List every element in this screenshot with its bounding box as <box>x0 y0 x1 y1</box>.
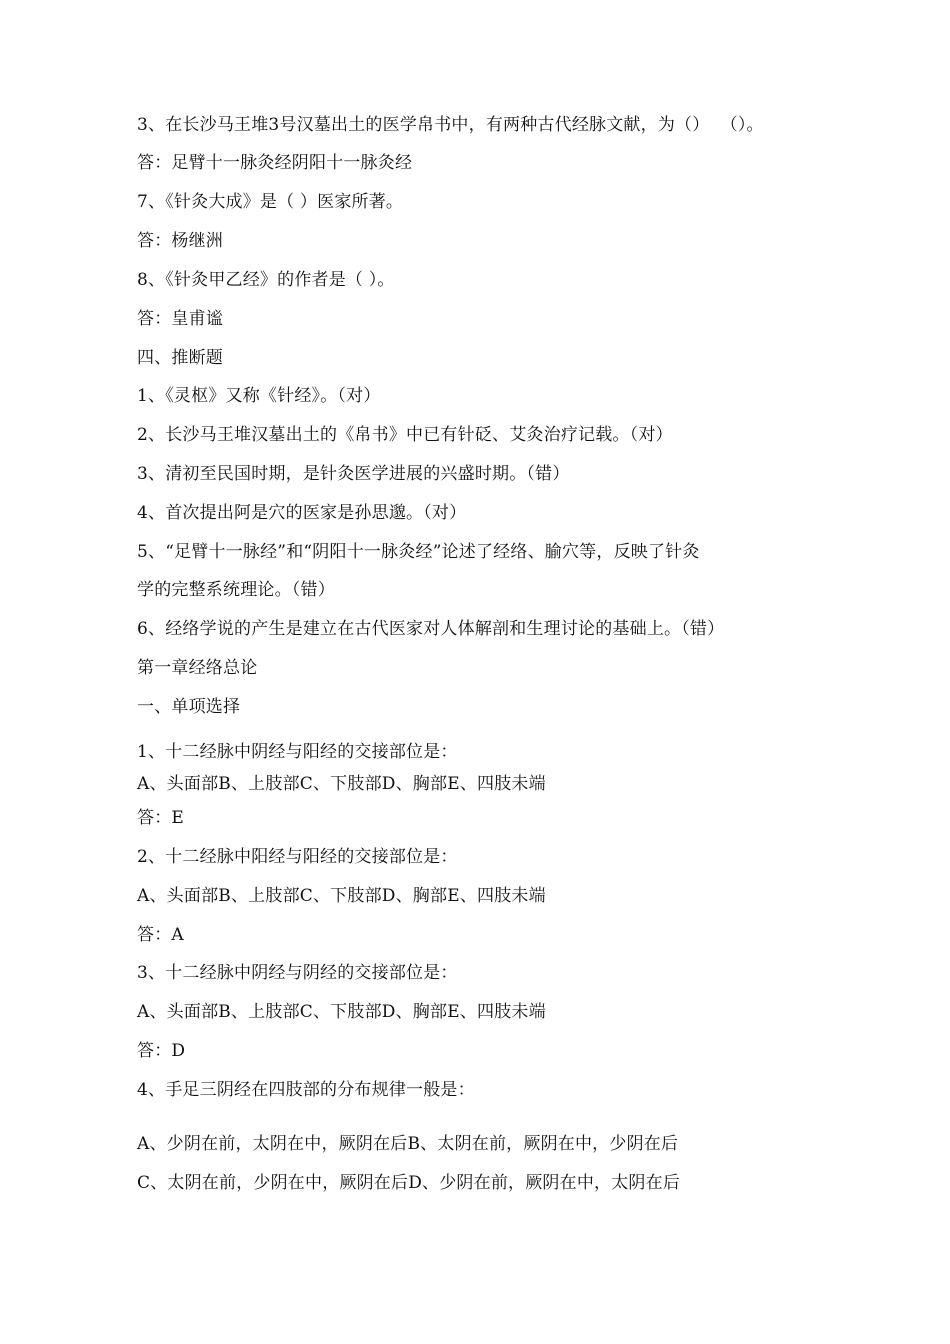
judgment-6-text: 6、经络学说的产生是建立在古代医家对人体解剖和生理讨论的基础上。（错） <box>137 619 725 639</box>
choice-1-options: A、头面部B、上肢部C、下肢部D、胸部E、四肢未端 <box>137 774 546 794</box>
choice-2-question: 2、十二经脉中阳经与阳经的交接部位是： <box>137 847 458 867</box>
judgment-4-text: 4、首次提出阿是穴的医家是孙思邈。（对） <box>137 503 467 523</box>
question-3-text: 3、在长沙马王堆3号汉墓出土的医学帛书中，有两种古代经脉文献，为（） （）。 <box>137 115 764 135</box>
judgment-5-text: 5、“足臂十一脉经”和“阴阳十一脉灸经”论述了经络、腧穴等，反映了针灸 <box>137 542 700 562</box>
answer-8-text: 答：皇甫谧 <box>137 309 223 329</box>
judgment-5-continuation: 学的完整系统理论。（错） <box>137 580 335 600</box>
judgment-1-text: 1、《灵枢》又称《针经》。（对） <box>137 386 381 406</box>
choice-2-answer: 答：A <box>137 925 184 945</box>
judgment-3-text: 3、清初至民国时期，是针灸医学进展的兴盛时期。（错） <box>137 464 570 484</box>
question-8-text: 8、《针灸甲乙经》的作者是（ ）。 <box>137 270 395 290</box>
choice-3-answer: 答：D <box>137 1041 186 1061</box>
choice-3-options: A、头面部B、上肢部C、下肢部D、胸部E、四肢未端 <box>137 1002 546 1022</box>
question-7-text: 7、《针灸大成》是（ ）医家所著。 <box>137 192 404 212</box>
choice-2-options: A、头面部B、上肢部C、下肢部D、胸部E、四肢未端 <box>137 886 546 906</box>
choice-1-answer: 答：E <box>137 808 185 828</box>
answer-3-text: 答：足臂十一脉灸经阴阳十一脉灸经 <box>137 153 413 173</box>
choice-4-options-ab: A、少阴在前，太阴在中，厥阴在后B、太阴在前，厥阴在中，少阴在后 <box>137 1134 679 1154</box>
choice-4-options-cd: C、太阴在前，少阴在中，厥阴在后D、少阴在前，厥阴在中，太阴在后 <box>137 1173 681 1193</box>
judgment-2-text: 2、长沙马王堆汉墓出土的《帛书》中已有针砭、艾灸治疗记载。（对） <box>137 425 673 445</box>
section-heading-judgment: 四、推断题 <box>137 348 223 368</box>
answer-7-text: 答：杨继洲 <box>137 231 223 251</box>
choice-1-question: 1、十二经脉中阴经与阳经的交接部位是： <box>137 742 458 762</box>
choice-3-question: 3、十二经脉中阴经与阴经的交接部位是： <box>137 963 458 983</box>
section-heading-single-choice: 一、单项选择 <box>137 697 241 717</box>
choice-4-question: 4、手足三阴经在四肢部的分布规律一般是： <box>137 1080 475 1100</box>
chapter-title: 第一章经络总论 <box>137 658 258 678</box>
